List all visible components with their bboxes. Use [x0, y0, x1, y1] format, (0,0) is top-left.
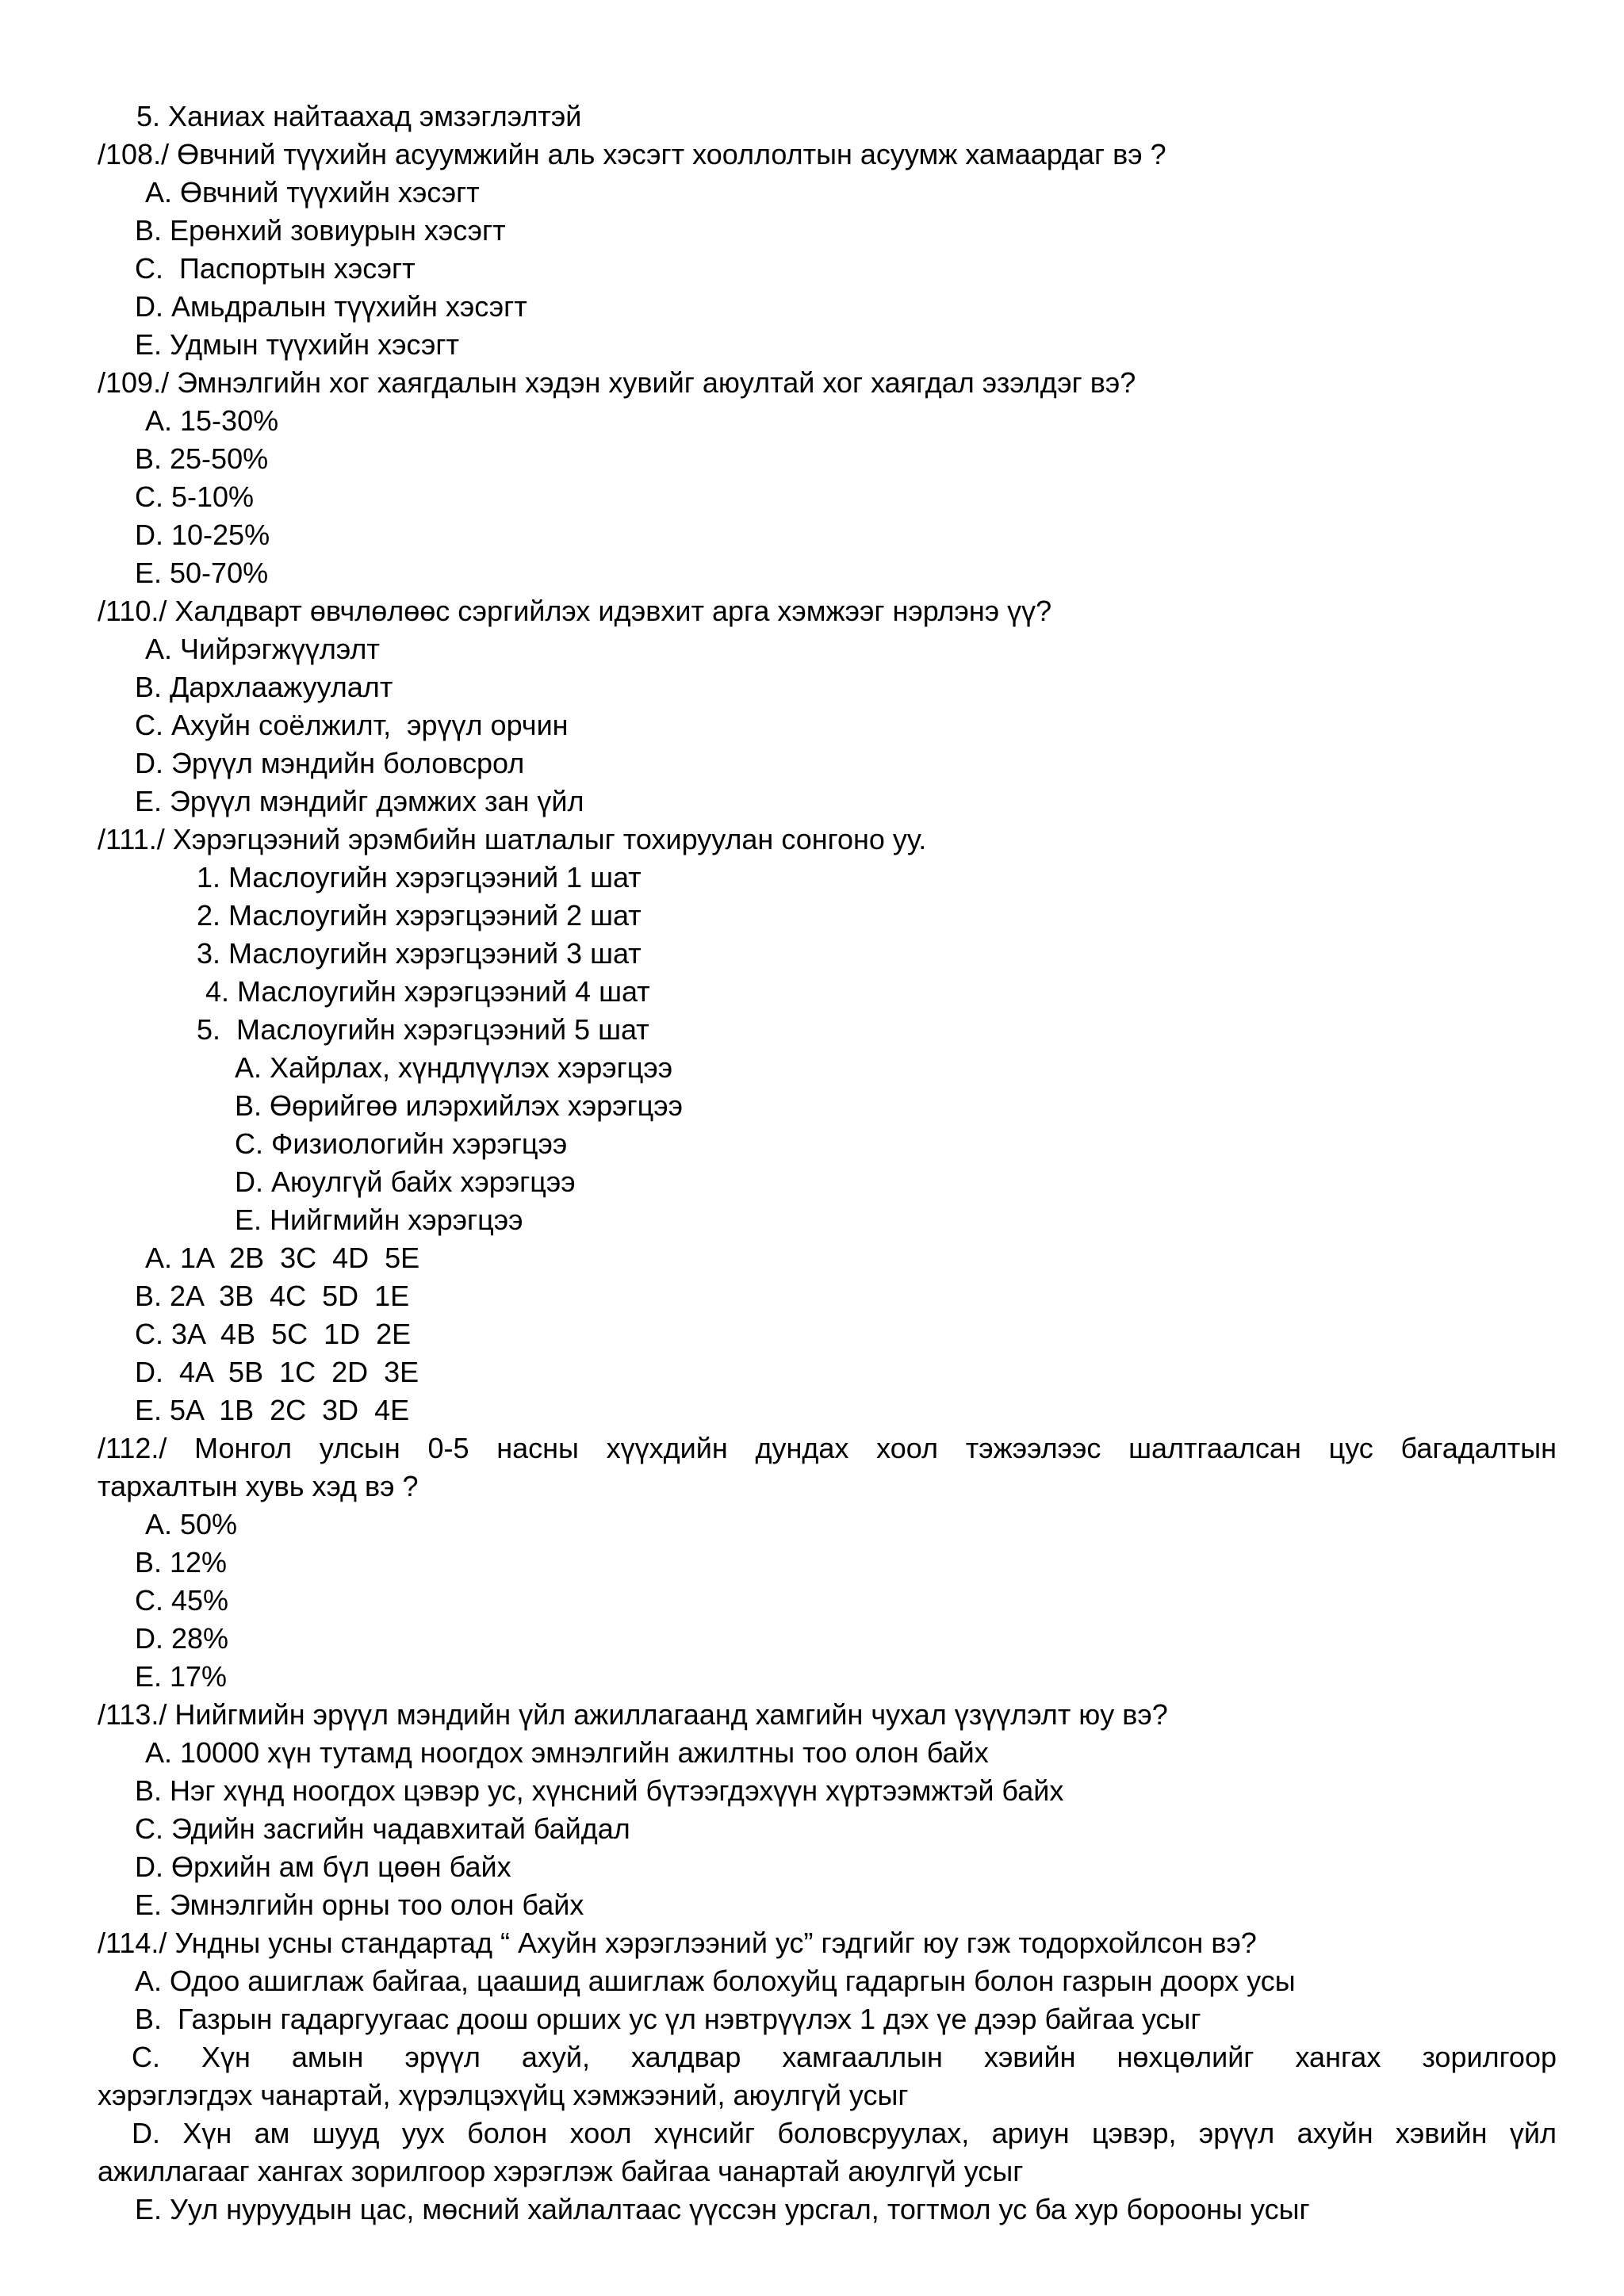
- option-line: C. 45%: [135, 1584, 229, 1617]
- option-line: B. Ерөнхий зовиурын хэсэгт: [135, 214, 506, 247]
- list-item: 5. Маслоугийн хэрэгцээний 5 шат: [197, 1013, 649, 1046]
- list-item: E. Нийгмийн хэрэгцээ: [235, 1203, 523, 1236]
- option-line: E. 50-70%: [135, 557, 269, 589]
- option-line: B. 25-50%: [135, 442, 269, 475]
- option-line: D. 10-25%: [135, 519, 270, 551]
- option-line: B. Нэг хүнд ноогдох цэвэр ус, хүнсний бүтээгдэхүүн хүртээмжтэй байх: [135, 1774, 1064, 1807]
- option-line: E. Уул нуруудын цас, мөсний хайлалтаас үүссэн урсгал, тогтмол ус ба хур борооны усыг: [135, 2193, 1310, 2225]
- option-line: A. 1A 2B 3C 4D 5E: [145, 1242, 420, 1274]
- option-line: D. 4A 5B 1C 2D 3E: [135, 1356, 419, 1388]
- option-line: D. Хүн ам шууд уух болон хоол хүнсийг боловсруулах, ариун цэвэр, эрүүл ахуйн хэвийн үйл: [132, 2117, 1557, 2149]
- option-line: E. Эрүүл мэндийг дэмжих зан үйл: [135, 785, 584, 817]
- option-line: A. 10000 хүн тутамд ноогдох эмнэлгийн ажилтны тоо олон байх: [145, 1736, 989, 1769]
- option-line: E. 17%: [135, 1660, 228, 1693]
- list-item: 2. Маслоугийн хэрэгцээний 2 шат: [197, 899, 642, 932]
- option-line: B. 12%: [135, 1546, 228, 1578]
- option-line: B. Дархлаажуулалт: [135, 671, 393, 703]
- option-line: A. 50%: [145, 1508, 238, 1540]
- question-112-continued: тархалтын хувь хэд вэ ?: [98, 1470, 419, 1502]
- option-line: C. 3A 4B 5C 1D 2E: [135, 1318, 412, 1350]
- option-line: B. 2A 3B 4C 5D 1E: [135, 1280, 410, 1312]
- option-line: C. Хүн амын эрүүл ахуй, халдвар хамгааллын хэвийн нөхцөлийг хангах зорилгоор: [132, 2041, 1557, 2073]
- list-item: A. Хайрлах, хүндлүүлэх хэрэгцээ: [235, 1051, 673, 1084]
- option-line: C. 5-10%: [135, 480, 255, 513]
- list-item: 4. Маслоугийн хэрэгцээний 4 шат: [205, 975, 650, 1008]
- option-line: C. Эдийн засгийн чадавхитай байдал: [135, 1812, 630, 1845]
- question-110: /110./ Халдварт өвчлөлөөс сэргийлэх идэвхит арга хэмжээг нэрлэнэ үү?: [98, 595, 1052, 627]
- option-line: C. Паспортын хэсэгт: [135, 252, 416, 285]
- list-item: 1. Маслоугийн хэрэгцээний 1 шат: [197, 861, 642, 894]
- question-111: /111./ Хэрэгцээний эрэмбийн шатлалыг тохируулан сонгоно уу.: [98, 823, 927, 855]
- option-line: A. 15-30%: [145, 404, 279, 437]
- list-item: 3. Маслоугийн хэрэгцээний 3 шат: [197, 937, 642, 970]
- list-item: B. Өөрийгөө илэрхийлэх хэрэгцээ: [235, 1089, 683, 1122]
- option-line: A. Өвчний түүхийн хэсэгт: [145, 176, 480, 209]
- question-108: /108./ Өвчний түүхийн асуумжийн аль хэсэгт хооллолтын асуумж хамаардаг вэ ?: [98, 138, 1166, 170]
- option-line: B. Газрын гадаргуугаас доош орших ус үл нэвтрүүлэх 1 дэх үе дээр байгаа усыг: [135, 2003, 1201, 2035]
- option-line: C. Ахуйн соёлжилт, эрүүл орчин: [135, 709, 569, 741]
- option-line: E. Эмнэлгийн орны тоо олон байх: [135, 1888, 584, 1921]
- list-item: C. Физиологийн хэрэгцээ: [235, 1127, 568, 1160]
- option-line: E. Удмын түүхийн хэсэгт: [135, 328, 459, 361]
- option-line-continued: хэрэглэгдэх чанартай, хүрэлцэхүйц хэмжээний, аюулгүй усыг: [98, 2079, 909, 2111]
- option-line: E. 5A 1B 2C 3D 4E: [135, 1394, 410, 1426]
- option-line: D. Амьдралын түүхийн хэсэгт: [135, 290, 527, 323]
- list-item: D. Аюулгүй байх хэрэгцээ: [235, 1165, 576, 1198]
- option-line: A. Чийрэгжүүлэлт: [145, 633, 380, 665]
- option-line-continued: ажиллагааг хангах зорилгоор хэрэглэж байгаа чанартай аюулгүй усыг: [98, 2155, 1024, 2187]
- option-line: A. Одоо ашиглаж байгаа, цаашид ашиглаж болохуйц гадаргын болон газрын доорх усы: [135, 1965, 1296, 1997]
- option-line: D. 28%: [135, 1622, 229, 1655]
- option-line: D. Эрүүл мэндийн боловсрол: [135, 747, 525, 779]
- question-113: /113./ Нийгмийн эрүүл мэндийн үйл ажиллагаанд хамгийн чухал үзүүлэлт юу вэ?: [98, 1698, 1168, 1731]
- question-109: /109./ Эмнэлгийн хог хаягдалын хэдэн хувийг аюултай хог хаягдал эзэлдэг вэ?: [98, 366, 1136, 399]
- option-line: D. Өрхийн ам бүл цөөн байх: [135, 1850, 511, 1883]
- option-line: 5. Ханиах найтаахад эмзэглэлтэй: [136, 100, 582, 132]
- question-114: /114./ Ундны усны стандартад “ Ахуйн хэрэглээний ус” гэдгийг юу гэж тодорхойлсон вэ?: [98, 1927, 1257, 1959]
- question-112: /112./ Монгол улсын 0-5 насны хүүхдийн дундах хоол тэжээлээс шалтгаалсан цус багадалтын: [98, 1432, 1557, 1464]
